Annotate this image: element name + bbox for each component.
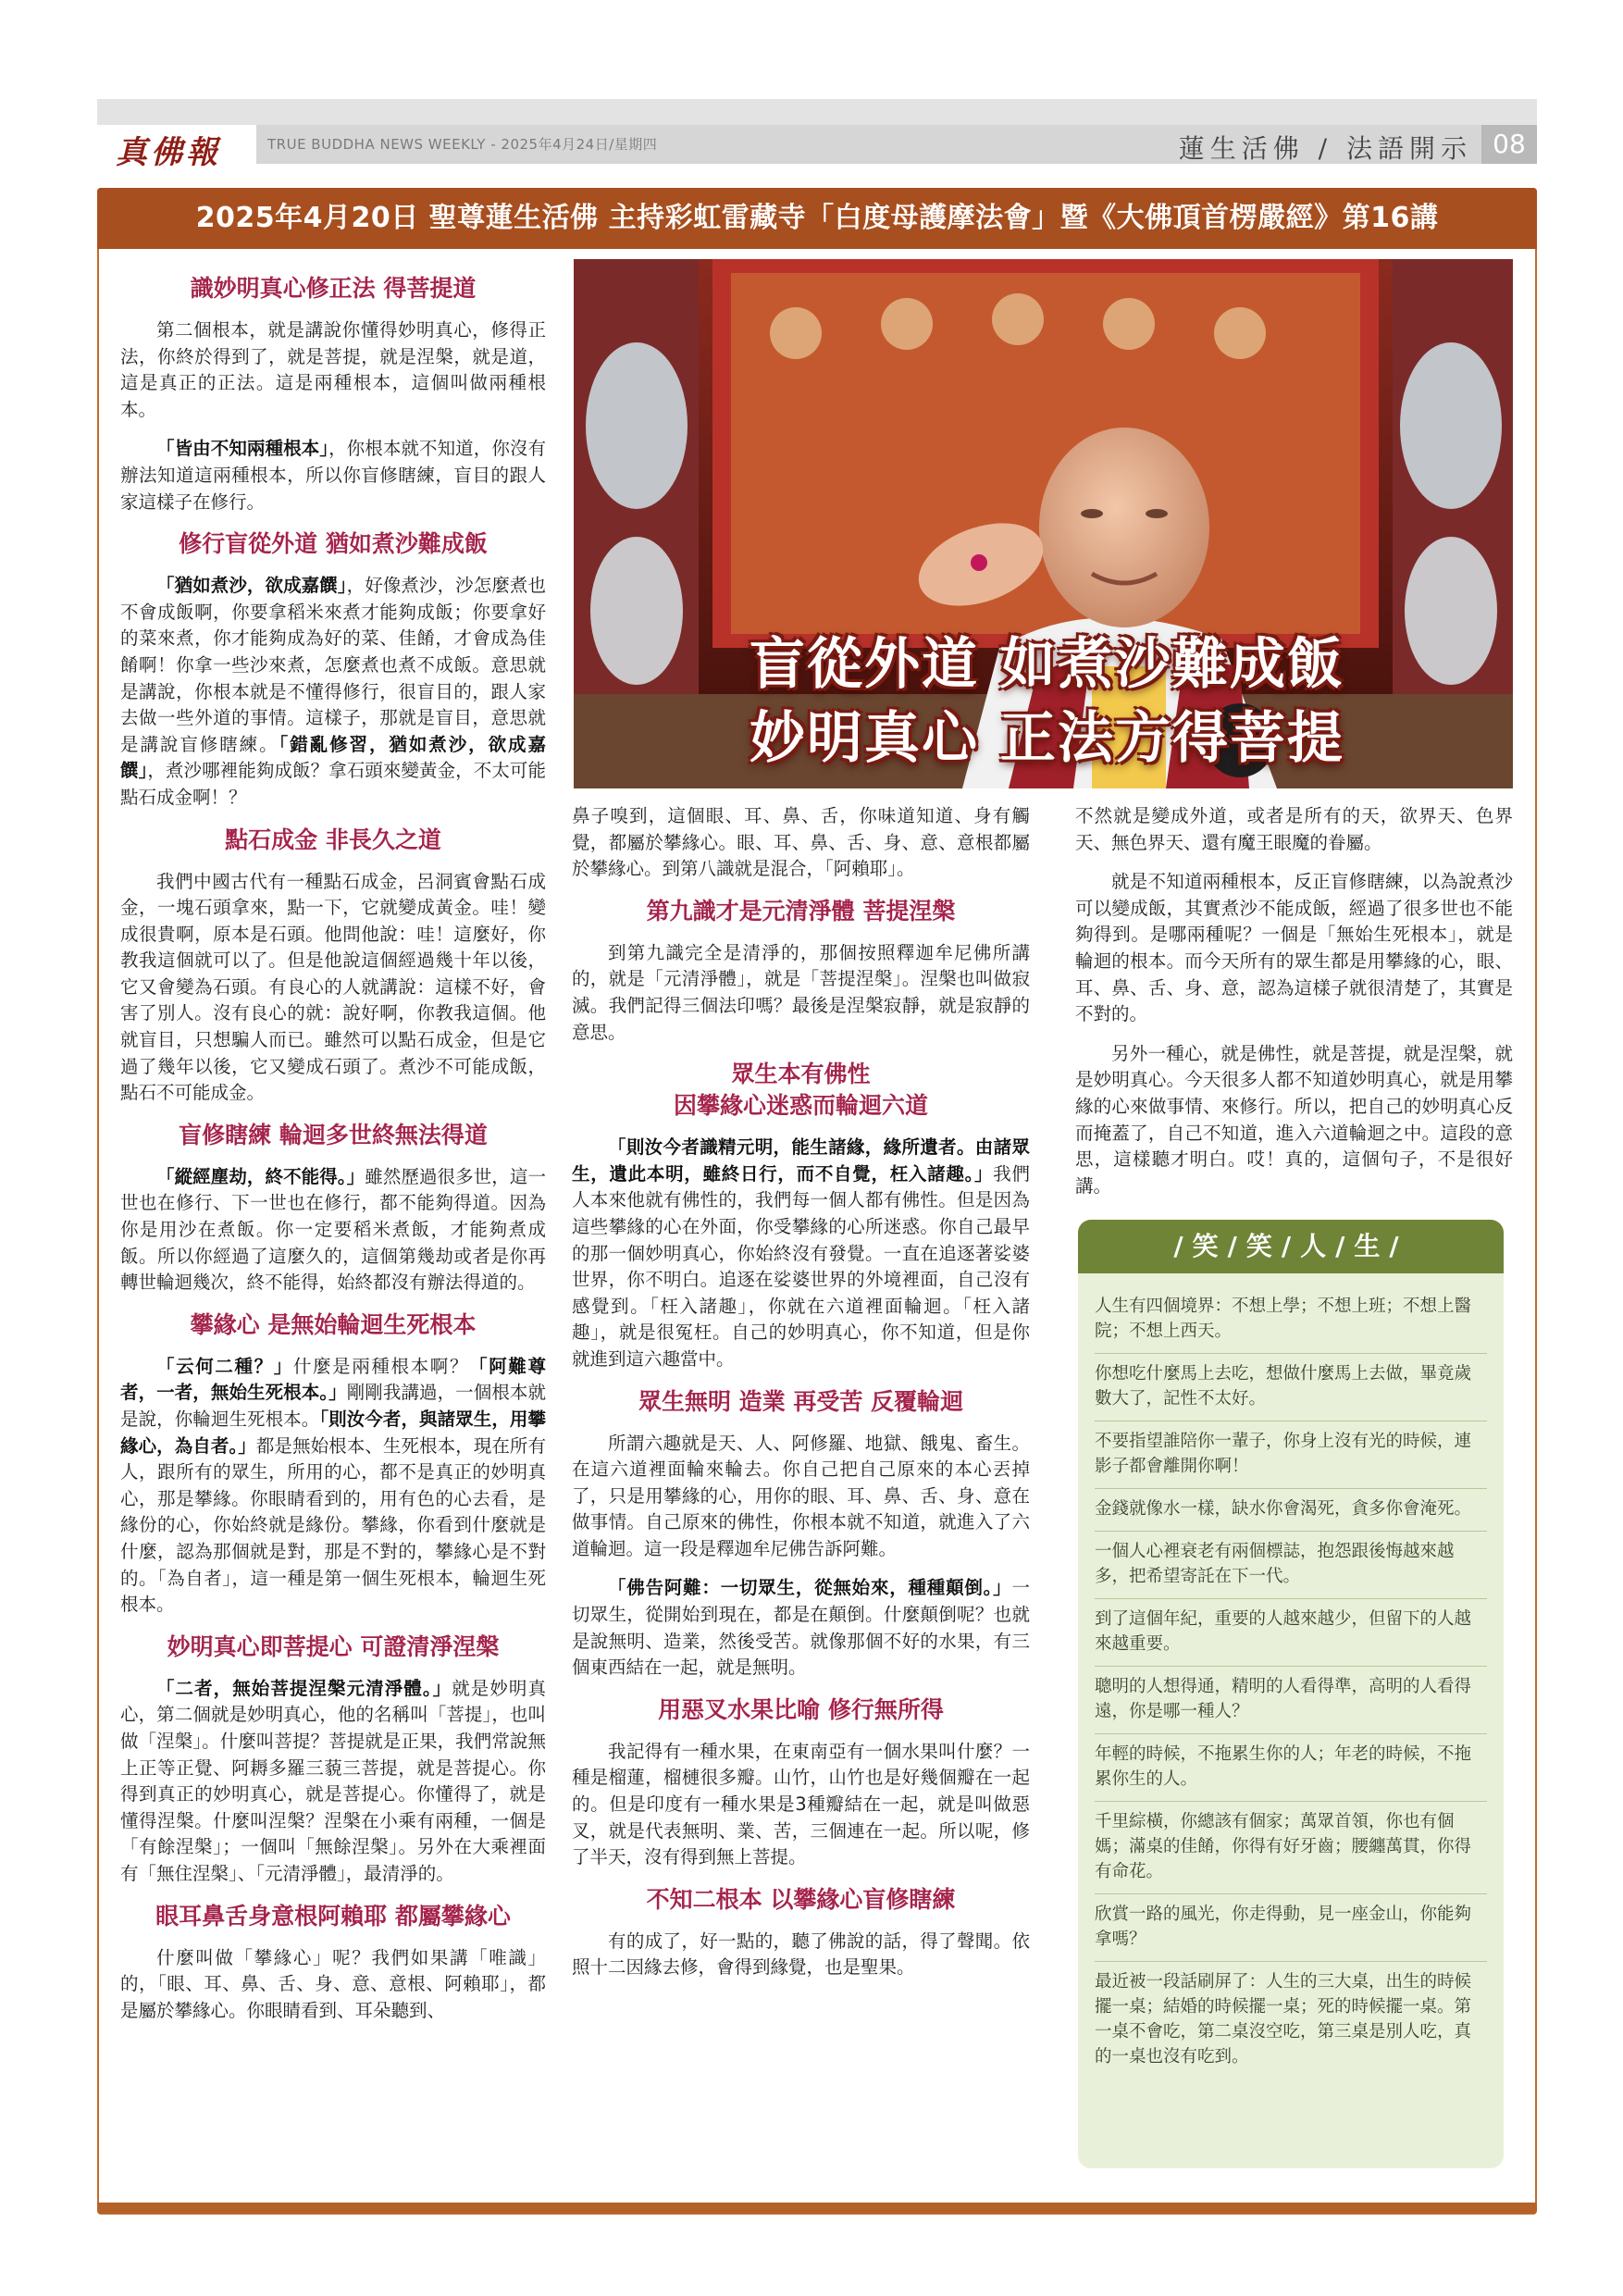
paragraph: 另外一種心，就是佛性，就是菩提，就是涅槃，就是妙明真心。今天很多人都不知道妙明真心，就是用攀緣的心來做事情、來修行。所以，把自己的妙明真心反而掩蓋了，自己不知道，進入六道輪迴之中。這段的意思，這樣聽才明白。哎！真的，這個句子，不是很好講。 — [1075, 1042, 1513, 1197]
paragraph: 「則汝今者識精元明，能生諸緣，緣所遺者。由諸眾生，遺此本明，雖終日行，而不自覺，枉入諸趣。」我們人本來他就有佛性的，我們每一個人都有佛性。但是因為這些攀緣的心在外面，你受攀緣的心所迷惑。你自己最早的那一個妙明真心，你始終沒有發覺。一直在追逐著娑婆世界，你不明白。追逐在娑婆世界的外境裡面，自己沒有感覺到。「枉入諸趣」，你就在六道裡面輪迴。「枉入諸趣」，就是很冤枉。自己的妙明真心，你不知道，但是你就進到這六趣當中。 — [572, 1136, 1030, 1370]
humor-item: 年輕的時候，不拖累生你的人；年老的時候，不拖累你生的人。 — [1095, 1734, 1487, 1802]
article-column-1 — [120, 264, 546, 2037]
article-column-2 — [572, 803, 1030, 1994]
paragraph: 「縱經塵劫，終不能得。」雖然歷過很多世，這一世也在修行、下一世也在修行，都不能夠得道。因為你是用沙在煮飯。你一定要稻米煮飯，才能夠煮成飯。所以你經過了這麼久的，這個第幾劫或者是你再轉世輪迴幾次，終不能得，始終都沒有辦法得道的。 — [120, 1165, 546, 1294]
section-heading: 盲修瞎練 輪迴多世終無法得道 — [179, 1121, 488, 1148]
paragraph: 到第九識完全是清淨的，那個按照釋迦牟尼佛所講的，就是「元清淨體」，就是「菩提涅槃」。涅槃也叫做寂滅。我們記得三個法印嗎？最後是涅槃寂靜，就是寂靜的意思。 — [572, 941, 1030, 1043]
photo-caption-2: 妙明真心 正法方得菩提 — [750, 706, 1344, 771]
humor-item: 千里綜橫，你總該有個家；萬眾首領，你也有個媽；滿桌的佳餚，你得有好牙齒；腰纏萬貫，你得有命花。 — [1095, 1802, 1487, 1894]
paragraph: 「佛告阿難：一切眾生，從無始來，種種顛倒。」一切眾生，從開始到現在，都是在顛倒。什麼顛倒呢？也就是說無明、造業，然後受苦。就像那個不好的水果，有三個東西結在一起，就是無明。 — [572, 1577, 1030, 1679]
paragraph: 就是不知道兩種根本，反正盲修瞎練，以為說煮沙可以變成飯，其實煮沙不能成飯，經過了很多世也不能夠得到。是哪兩種呢？一個是「無始生死根本」，就是輪迴的根本。而今天所有的眾生都是用攀緣的心，眼、耳、鼻、舌、身、意，認為這樣子就很清楚了，其實是不對的。 — [1075, 871, 1513, 1025]
section-heading: 攀緣心 是無始輪迴生死根本 — [190, 1310, 477, 1338]
paragraph: 「云何二種？」什麼是兩種根本啊？「阿難尊者，一者，無始生死根本。」剛剛我講過，一個根本就是說，你輪迴生死根本。「則汝今者，與諸眾生，用攀緣心，為自者。」都是無始根本、生死根本，現在所有人，跟所有的眾生，所用的心，都不是真正的妙明真心，那是攀緣。你眼睛看到的，用有色的心去看，是緣份的心，你始終就是緣份。攀緣，你看到什麼就是什麼，認為那個就是對，那是不對的，攀緣心是不對的。「為自者」，這一種是第一個生死根本，輪迴生死根本。 — [120, 1355, 546, 1616]
section-heading: 識妙明真心修正法 得菩提道 — [190, 275, 477, 302]
humor-item: 一個人心裡衰老有兩個標誌，抱怨跟後悔越來越多，把希望寄託在下一代。 — [1095, 1532, 1487, 1599]
humor-box-title: /笑/笑/人/生/ — [1173, 1231, 1408, 1261]
section-heading: 不知二根本 以攀緣心盲修瞎練 — [646, 1885, 956, 1913]
humor-item: 你想吃什麼馬上去吃，想做什麼馬上去做，畢竟歲數大了，記性不太好。 — [1095, 1354, 1487, 1421]
scripture-quote: 「皆由不知兩種根本」 — [156, 438, 329, 460]
paragraph: 「二者，無始菩提涅槃元清淨體。」就是妙明真心，第二個就是妙明真心，他的名稱叫「菩提」，也叫做「涅槃」。什麼叫菩提？菩提就是正果，我們常說無上正等正覺、阿耨多羅三藐三菩提，就是菩提心。你得到真正的妙明真心，就是菩提心。你懂得了，就是懂得涅槃。什麼叫涅槃？涅槃在小乘有兩種，一個是「有餘涅槃」；一個叫「無餘涅槃」。另外在大乘裡面有「無住涅槃」、「元清淨體」，最清淨的。 — [120, 1677, 546, 1884]
scripture-quote: 「則汝今者，與諸眾生，用攀緣心，為自者。」 — [120, 1409, 546, 1457]
humor-item: 到了這個年紀，重要的人越來越少，但留下的人越來越重要。 — [1095, 1599, 1487, 1667]
paragraph: 鼻子嗅到，這個眼、耳、鼻、舌，你味道知道、身有觸覺，都屬於攀緣心。眼、耳、鼻、舌、身、意、意根都屬於攀緣心。到第八識就是混合，「阿賴耶」。 — [572, 805, 1030, 880]
scripture-quote: 「云何二種？」 — [156, 1355, 293, 1377]
section-heading: 眾生本有佛性 因攀緣心迷惑而輪迴六道 — [673, 1061, 928, 1120]
paragraph: 我記得有一種水果，在東南亞有一個水果叫什麼？一種是榴蓮，榴槤很多瓣。山竹，山竹也是好幾個瓣在一起的。但是印度有一種水果是3種瓣結在一起，就是叫做惡叉，就是代表無明、業、苦，三個連在一起。所以呢，修了半天，沒有得到無上菩提。 — [572, 1740, 1030, 1868]
top-gray-bar — [97, 99, 1537, 125]
scripture-quote: 「則汝今者識精元明，能生諸緣，緣所遺者。由諸眾生，遺此本明，雖終日行，而不自覺，枉入諸趣。」 — [572, 1136, 1030, 1185]
humor-box-header — [1078, 1220, 1504, 1273]
humor-item: 不要指望誰陪你一輩子，你身上沒有光的時候，連影子都會離開你啊！ — [1095, 1421, 1487, 1489]
humor-item: 最近被一段話刷屏了：人生的三大桌，出生的時候擺一桌；結婚的時候擺一桌；死的時候擺一桌。第一桌不會吃，第二桌沒空吃，第三桌是別人吃，真的一桌也沒有吃到。 — [1095, 1972, 1472, 2066]
paragraph: 有的成了，好一點的，聽了佛說的話，得了聲聞。依照十二因緣去修，會得到緣覺，也是聖果。 — [572, 1930, 1030, 1979]
article-banner — [97, 188, 1537, 249]
section-heading: 眾生無明 造業 再受苦 反覆輪迴 — [638, 1387, 964, 1415]
photo-caption-1: 盲從外道 如煮沙難成飯 — [750, 632, 1344, 697]
paragraph: 第二個根本，就是講說你懂得妙明真心，修得正法，你終於得到了，就是菩提，就是涅槃，就是道，這是真正的正法。這是兩種根本，這個叫做兩種根本。 — [120, 319, 546, 420]
header-strip — [256, 125, 1537, 164]
paragraph: 「猶如煮沙，欲成嘉饌」，好像煮沙，沙怎麼煮也不會成飯啊，你要拿稻米來煮才能夠成飯；你要拿好的菜來煮，你才能夠成為好的菜、佳餚，才會成為佳餚啊！你拿一些沙來煮，怎麼煮也煮不成飯。意思就是講說，你根本就是不懂得修行，很盲目的，跟人家去做一些外道的事情。這樣子，那就是盲目，意思就是講說盲修瞎練。「錯亂修習，猶如煮沙，欲成嘉饌」，煮沙哪裡能夠成飯？拿石頭來變黃金，不太可能點石成金啊！？ — [120, 575, 546, 808]
page-header — [97, 125, 1537, 171]
section-heading: 眼耳鼻舌身意根阿賴耶 都屬攀緣心 — [155, 1902, 511, 1930]
header-subtitle: TRUE BUDDHA NEWS WEEKLY - 2025年4月24日/星期四 — [267, 136, 658, 153]
paragraph: 什麼叫做「攀緣心」呢？我們如果講「唯識」的，「眼、耳、鼻、舌、身、意、意根、阿賴耶」，都是屬於攀緣心。你眼睛看到、耳朵聽到、 — [120, 1946, 546, 2021]
humor-list — [1095, 1286, 1487, 2079]
scripture-quote: 「佛告阿難：一切眾生，從無始來，種種顛倒。」 — [608, 1577, 1012, 1599]
column-title: 蓮生活佛 / 法語開示 — [1178, 133, 1472, 164]
humor-item: 聰明的人想得通，精明的人看得準，高明的人看得遠，你是哪一種人？ — [1095, 1667, 1487, 1734]
scripture-quote: 「猶如煮沙，欲成嘉饌」 — [156, 575, 347, 597]
scripture-quote: 「二者，無始菩提涅槃元清淨體。」 — [156, 1677, 452, 1699]
paragraph: 「皆由不知兩種根本」，你根本就不知道，你沒有辦法知道這兩種根本，所以你盲修瞎練，盲目的跟人家這樣子在修行。 — [120, 438, 546, 513]
scripture-quote: 「錯亂修習，猶如煮沙，欲成嘉饌」 — [120, 733, 546, 782]
paragraph: 我們中國古代有一種點石成金，呂洞賓會點石成金，一塊石頭拿來，點一下，它就變成黃金。哇！變成很貴啊，原本是石頭。他問他說：哇！這麼好，你教我這個就可以了。但是他說這個經過幾十年以後，它又會變為石頭。有良心的人就講說：這樣不好，會害了別人。沒有良心的就：說好啊，你教我這個。他就盲目，只想騙人而已。雖然可以點石成金，但是它過了幾年以後，它又變成石頭了。煮沙不可能成飯，點石不可能成金。 — [120, 870, 546, 1104]
humor-box — [1078, 1220, 1504, 2168]
article-column-3 — [1075, 803, 1513, 1212]
scripture-quote: 「縱經塵劫，終不能得。」 — [156, 1165, 365, 1187]
newspaper-logo — [97, 125, 256, 171]
section-heading: 修行盲從外道 猶如煮沙難成飯 — [179, 530, 488, 558]
section-heading: 用惡叉水果比喻 修行無所得 — [658, 1695, 944, 1723]
logo-text: 真佛報 — [116, 134, 221, 171]
humor-item: 欣賞一路的風光，你走得動，見一座金山，你能夠拿嗎？ — [1095, 1894, 1487, 1962]
section-heading: 第九識才是元清淨體 菩提涅槃 — [646, 897, 956, 925]
humor-item: 金錢就像水一樣，缺水你會渴死，貪多你會淹死。 — [1095, 1489, 1487, 1532]
section-heading: 點石成金 非長久之道 — [225, 825, 441, 853]
article-title: 2025年4月20日 聖尊蓮生活佛 主持彩虹雷藏寺「白度母護摩法會」暨《大佛頂首楞嚴經》第16講 — [195, 202, 1439, 234]
page-number: 08 — [1481, 125, 1537, 164]
bottom-rule — [97, 2203, 1537, 2214]
paragraph: 所謂六趣就是天、人、阿修羅、地獄、餓鬼、畜生。在這六道裡面輪來輪去。你自己把自己原來的本心丟掉了，只是用攀緣的心，用你的眼、耳、鼻、舌、身、意在做事情。自己原來的佛性，你根本就不知道，就進入了六道輪迴。這一段是釋迦牟尼佛告訴阿難。 — [572, 1432, 1030, 1559]
scripture-quote: 「阿難尊者，一者，無始生死根本。」 — [120, 1355, 546, 1404]
article-photo — [574, 259, 1513, 788]
section-heading: 妙明真心即菩提心 可證清淨涅槃 — [167, 1632, 500, 1660]
humor-item: 人生有四個境界：不想上學；不想上班；不想上醫院；不想上西天。 — [1095, 1286, 1487, 1354]
paragraph: 不然就是變成外道，或者是所有的天，欲界天、色界天、無色界天、還有魔王眼魔的眷屬。 — [1075, 805, 1513, 853]
